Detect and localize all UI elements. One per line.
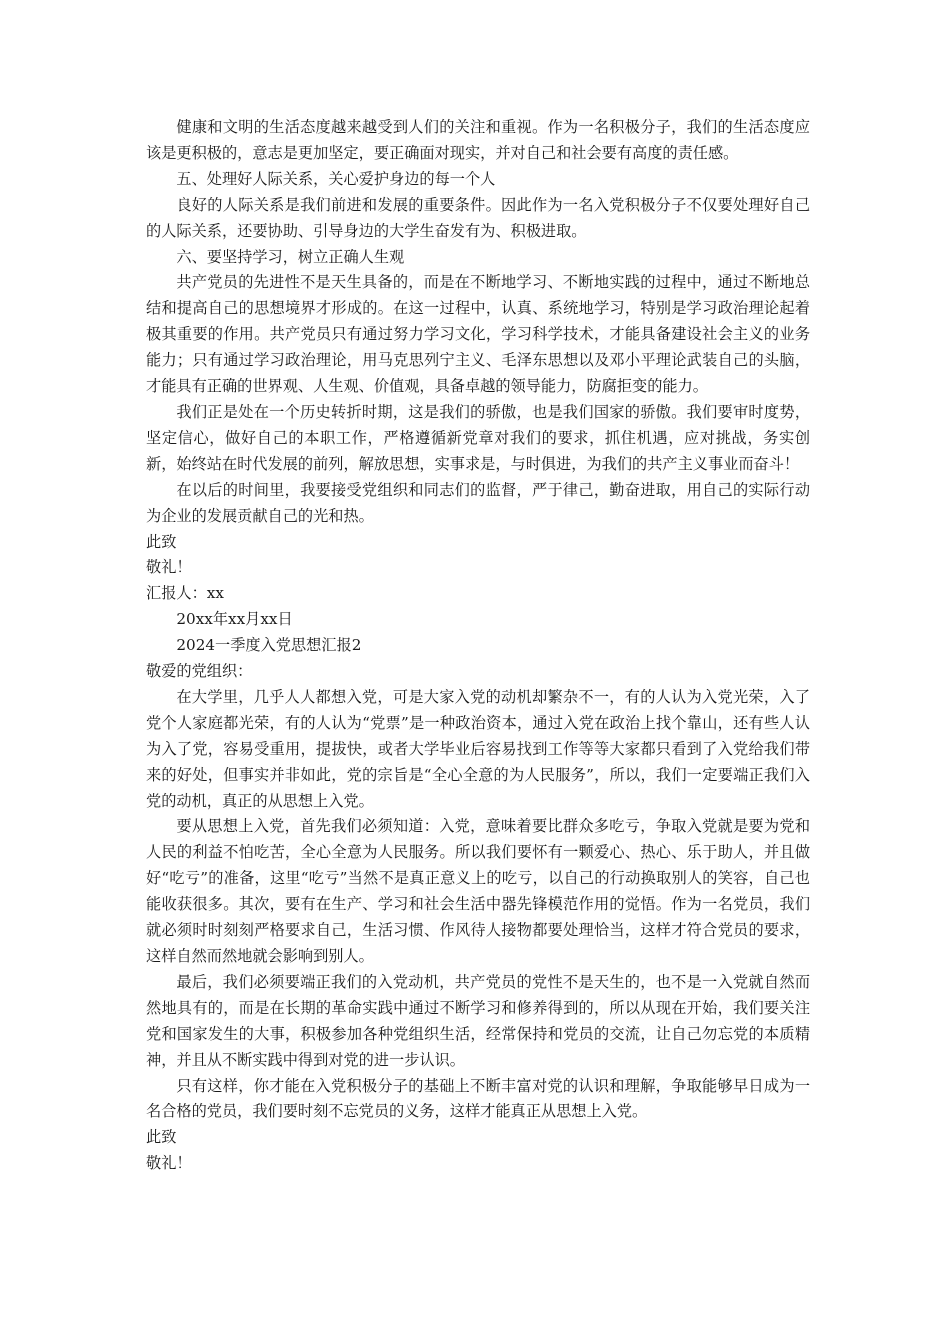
paragraph-era: 我们正是处在一个历史转折时期，这是我们的骄傲，也是我们国家的骄傲。我们要审时度势，坚定信心，做好自己的本职工作，严格遵循新党章对我们的要求，抓住机遇，应对挑战，务实创新，始终站在时代发展的前列，解放思想，实事求是，与时俱进，为我们的共产主义事业而奋斗！ (146, 402, 810, 473)
section-heading-5: 五、处理好人际关系，关心爱护身边的每一个人 (176, 169, 496, 188)
reporter-line: 汇报人：xx (146, 584, 224, 603)
document-page (146, 115, 810, 1177)
paragraph-conclusion: 只有这样，你才能在入党积极分子的基础上不断丰富对党的认识和理解，争取能够早日成为一名合格的党员，我们要时刻不忘党员的义务，这样才能真正从思想上入党。 (146, 1076, 810, 1121)
paragraph-relationships: 良好的人际关系是我们前进和发展的重要条件。因此作为一名入党积极分子不仅要处理好自己的人际关系，还要协助、引导身边的大学生奋发有为、积极进取。 (146, 195, 810, 240)
paragraph-study: 共产党员的先进性不是天生具备的，而是在不断地学习、不断地实践的过程中，通过不断地总结和提高自己的思想境界才形成的。在这一过程中，认真、系统地学习，特别是学习政治理论起着极其重要的作用。共产党员只有通过努力学习文化，学习科学技术，才能具备建设社会主义的业务能力；只有通过学习政治理论，用马克思列宁主义、毛泽东思想以及邓小平理论武装自己的头脑，才能具有正确的世界观、人生观、价值观，具备卓越的领导能力，防腐拒变的能力。 (146, 273, 810, 396)
section-heading-6: 六、要坚持学习，树立正确人生观 (176, 247, 405, 266)
closing-line-2: 此致 (146, 1128, 177, 1147)
report-title-2: 2024一季度入党思想汇报2 (176, 636, 362, 655)
paragraph-finally: 最后，我们必须要端正我们的入党动机，共产党员的党性不是天生的，也不是一入党就自然而然地具有的，而是在长期的革命实践中通过不断学习和修养得到的，所以从现在开始，我们要关注党和国家发生的大事，积极参加各种党组织生活，经常保持和党员的交流，让自己勿忘党的本质精神，并且从不断实践中得到对党的进一步认识。 (146, 972, 810, 1069)
paragraph-ideology: 要从思想上入党，首先我们必须知道：入党，意味着要比群众多吃亏，争取入党就是要为党和人民的利益不怕吃苦，全心全意为人民服务。所以我们要怀有一颗爱心、热心、乐于助人，并且做好“吃亏”的准备，这里“吃亏”当然不是真正意义上的吃亏，以自己的行动换取别人的笑容，自己也能收获很多。其次，要有在生产、学习和社会生活中器先锋模范作用的觉悟。作为一名党员，我们就必须时时刻刻严格要求自己，生活习惯、作风待人接物都要处理恰当，这样才符合党员的要求，这样自然而然地就会影响到别人。 (146, 817, 810, 965)
greeting-line: 敬爱的党组织： (146, 662, 253, 681)
paragraph-future: 在以后的时间里，我要接受党组织和同志们的监督，严于律己，勤奋进取，用自己的实际行动为企业的发展贡献自己的光和热。 (146, 480, 810, 525)
date-line: 20xx年xx月xx日 (176, 610, 293, 629)
salute-line-2: 敬礼！ (146, 1154, 192, 1173)
salute-line-1: 敬礼！ (146, 558, 192, 577)
paragraph-motives: 在大学里，几乎人人都想入党，可是大家入党的动机却繁杂不一，有的人认为入党光荣，入了党个人家庭都光荣，有的人认为“党票”是一种政治资本，通过入党在政治上找个靠山，还有些人认为入了党，容易受重用，提拔快，或者大学毕业后容易找到工作等等大家都只看到了入党给我们带来的好处，但事实并非如此，党的宗旨是“全心全意的为人民服务”，所以，我们一定要端正我们入党的动机，真正的从思想上入党。 (146, 687, 810, 810)
closing-line-1: 此致 (146, 532, 177, 551)
paragraph-attitude: 健康和文明的生活态度越来越受到人们的关注和重视。作为一名积极分子，我们的生活态度应该是更积极的，意志是更加坚定，要正确面对现实，并对自己和社会要有高度的责任感。 (146, 118, 810, 162)
